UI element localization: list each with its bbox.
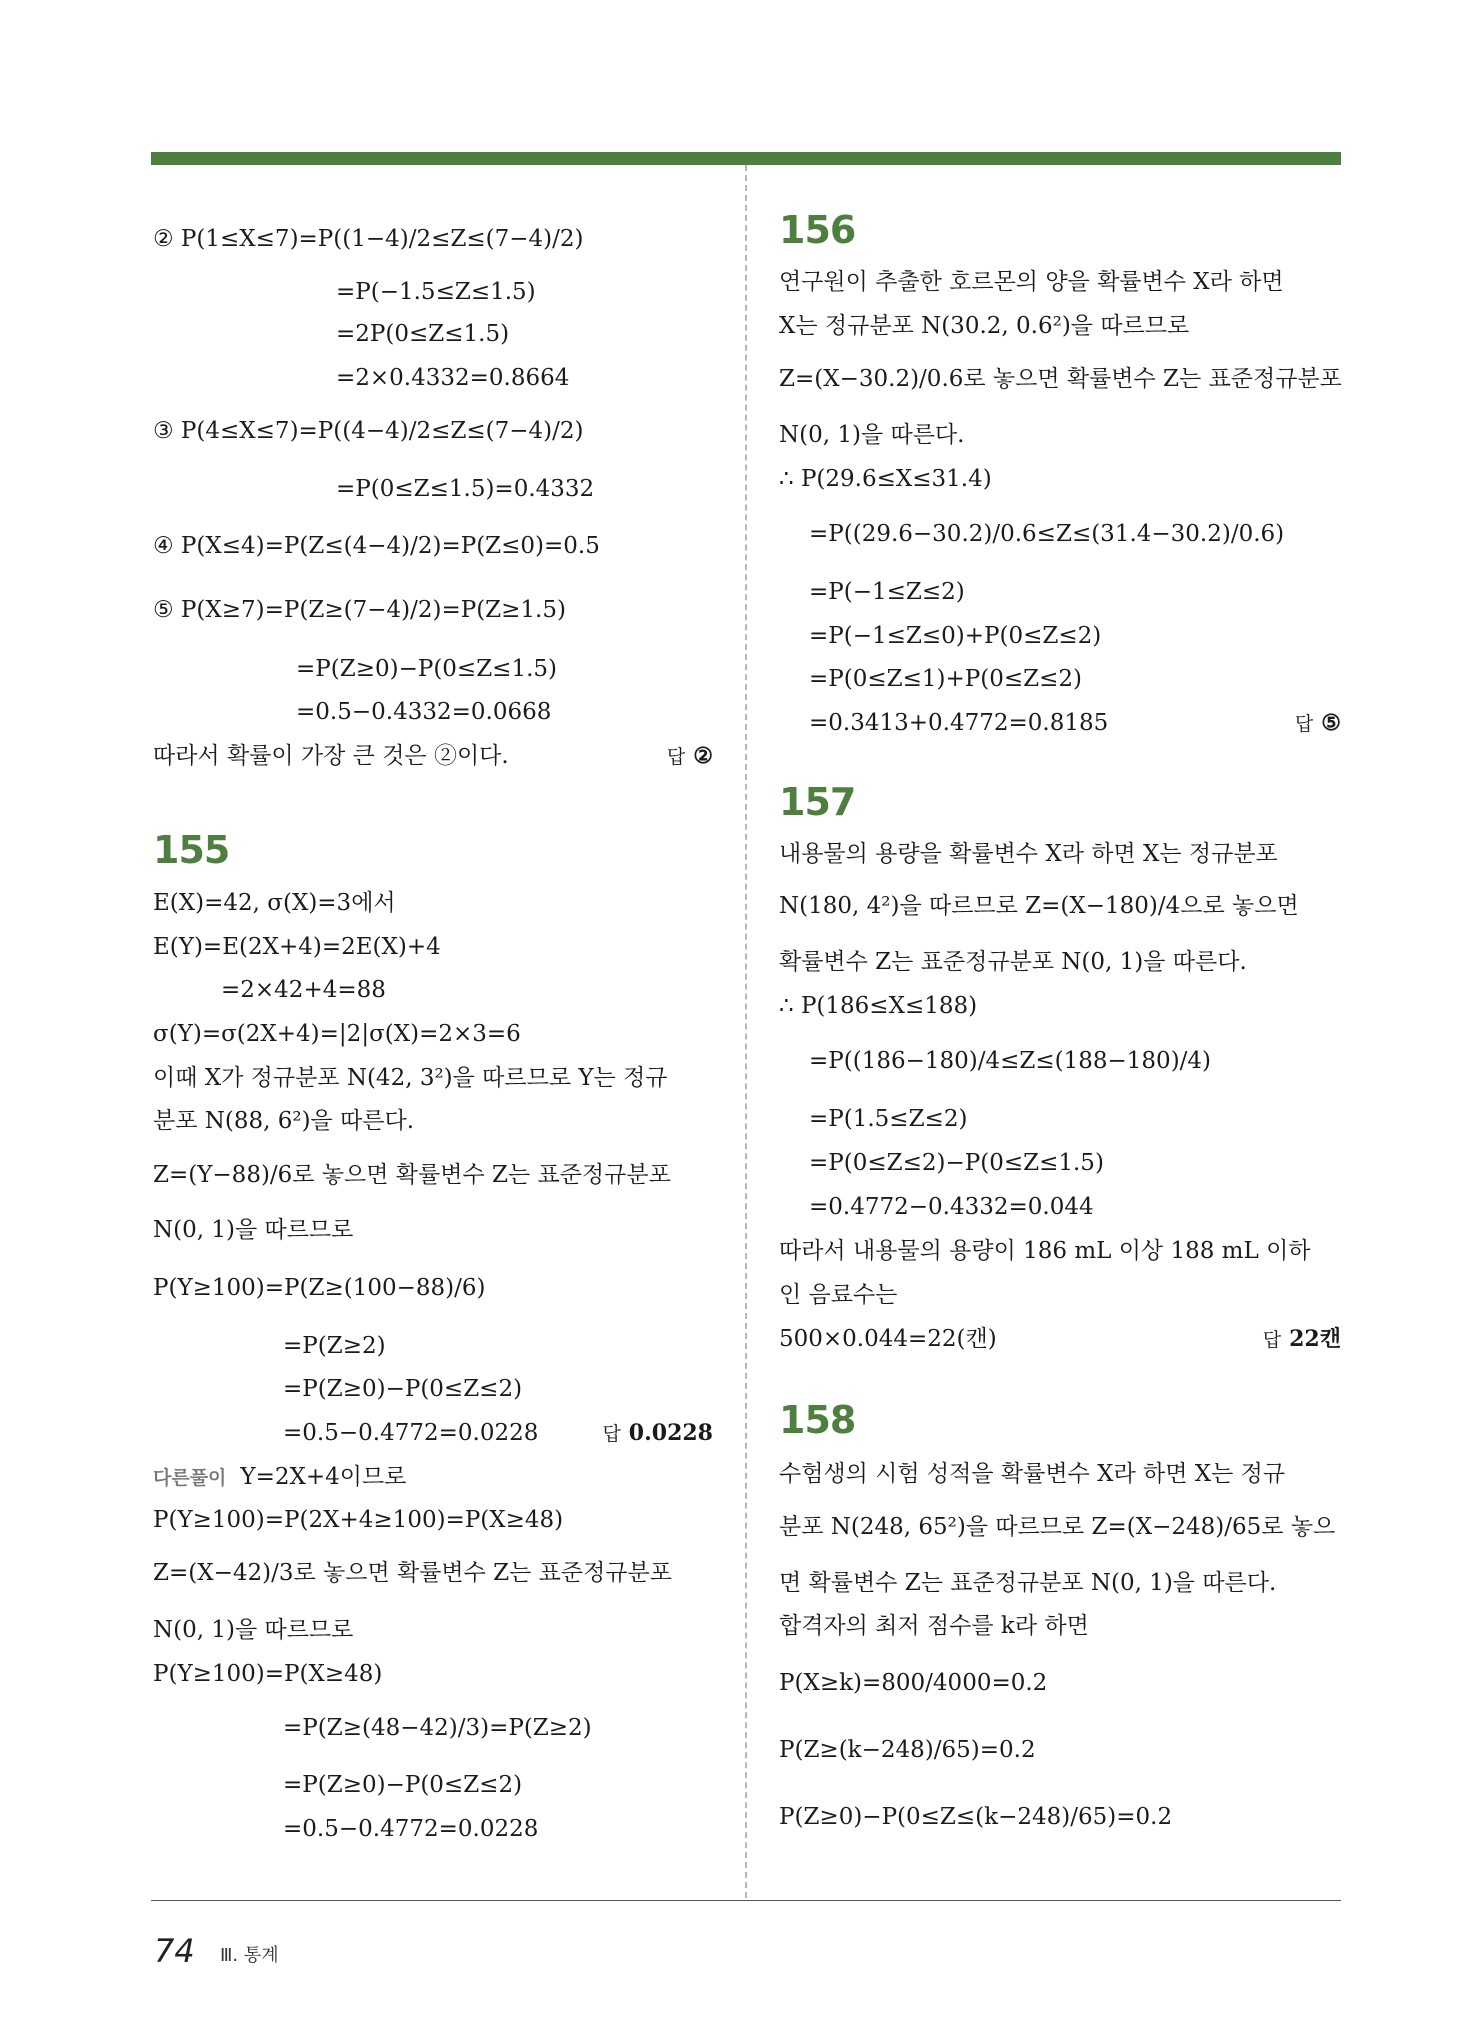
solution-line: ∴ P(29.6≤X≤31.4) [779, 466, 992, 492]
column-divider [745, 165, 747, 1898]
solution-line: P(Z≥(k−248)/65)=0.2 [779, 1737, 1036, 1763]
solution-line: =P(0≤Z≤1.5)=0.4332 [336, 476, 595, 502]
solution-line: E(Y)=E(2X+4)=2E(X)+4 [153, 934, 441, 960]
answer-value: ⑤ [1321, 710, 1341, 736]
solution-line: 분포 N(248, 65²)을 따르므로 Z=(X−248)/65로 놓으 [779, 1514, 1336, 1540]
solution-line: =P(Z≥(48−42)/3)=P(Z≥2) [283, 1715, 592, 1741]
page-number: 74 [154, 1932, 195, 1970]
solution-line: =P(Z≥0)−P(0≤Z≤1.5) [296, 656, 558, 682]
solution-line: =2P(0≤Z≤1.5) [336, 321, 510, 347]
solution-line: =P(Z≥0)−P(0≤Z≤2) [283, 1772, 523, 1798]
solution-line: 500×0.044=22(캔) [779, 1326, 997, 1352]
solution-line: Z=(Y−88)/6로 놓으면 확률변수 Z는 표준정규분포 [153, 1162, 671, 1188]
solution-line: =P(−1≤Z≤2) [809, 579, 965, 605]
solution-line: P(Y≥100)=P(X≥48) [153, 1661, 383, 1687]
solution-line: ④ P(X≤4)=P(Z≤(4−4)/2)=P(Z≤0)=0.5 [153, 533, 600, 559]
solution-line: =P(−1≤Z≤0)+P(0≤Z≤2) [809, 623, 1102, 649]
solution-line: =0.5−0.4772=0.0228 [283, 1816, 539, 1842]
answer-tag: 답 [666, 746, 686, 768]
solution-line: ∴ P(186≤X≤188) [779, 993, 978, 1019]
solution-line: ② P(1≤X≤7)=P((1−4)/2≤Z≤(7−4)/2) [153, 226, 584, 252]
footer-rule [151, 1900, 1341, 1901]
solution-line: =P(−1.5≤Z≤1.5) [336, 279, 536, 305]
solution-line: σ(Y)=σ(2X+4)=|2|σ(X)=2×3=6 [153, 1021, 521, 1047]
problem-number: 155 [153, 828, 230, 872]
answer-label [667, 741, 713, 772]
answer-label [1263, 1324, 1341, 1355]
answer-tag: 답 [1262, 1329, 1282, 1351]
answer-label [1295, 708, 1341, 739]
alt-solution-label: 다른풀이 [153, 1467, 227, 1489]
solution-line: 이때 X가 정규분포 N(42, 3²)을 따르므로 Y는 정규 [153, 1065, 668, 1091]
solution-line: =P(Z≥0)−P(0≤Z≤2) [283, 1376, 523, 1402]
solution-line: P(Y≥100)=P(Z≥(100−88)/6) [153, 1275, 486, 1301]
solution-line: 분포 N(88, 6²)을 따른다. [153, 1108, 415, 1134]
chapter-label: Ⅲ. 통계 [220, 1945, 279, 1966]
problem-number: 157 [779, 780, 856, 824]
solution-line: =P(Z≥2) [283, 1333, 386, 1359]
solution-line: =P((29.6−30.2)/0.6≤Z≤(31.4−30.2)/0.6) [809, 521, 1285, 547]
solution-line: P(X≥k)=800/4000=0.2 [779, 1670, 1048, 1696]
solution-line: 수험생의 시험 성적을 확률변수 X라 하면 X는 정규 [779, 1461, 1286, 1487]
solution-line: Z=(X−42)/3로 놓으면 확률변수 Z는 표준정규분포 [153, 1560, 672, 1586]
solution-line: =2×42+4=88 [221, 977, 386, 1003]
solution-line: N(180, 4²)을 따르므로 Z=(X−180)/4으로 놓으면 [779, 893, 1299, 919]
solution-line: 따라서 확률이 가장 큰 것은 ②이다. [153, 743, 509, 769]
answer-tag: 답 [1294, 713, 1314, 735]
problem-number: 158 [779, 1398, 856, 1442]
answer-value: 22캔 [1289, 1326, 1341, 1352]
solution-line: =P(1.5≤Z≤2) [809, 1106, 968, 1132]
solution-line: 인 음료수는 [779, 1282, 898, 1308]
solution-line: ⑤ P(X≥7)=P(Z≥(7−4)/2)=P(Z≥1.5) [153, 597, 566, 623]
solution-line: P(Y≥100)=P(2X+4≥100)=P(X≥48) [153, 1507, 564, 1533]
solution-line: X는 정규분포 N(30.2, 0.6²)을 따르므로 [779, 313, 1190, 339]
solution-line: =P(0≤Z≤1)+P(0≤Z≤2) [809, 666, 1082, 692]
solution-line: N(0, 1)을 따르므로 [153, 1217, 354, 1243]
problem-number: 156 [779, 208, 856, 252]
solution-line: ③ P(4≤X≤7)=P((4−4)/2≤Z≤(7−4)/2) [153, 418, 584, 444]
solution-line: 확률변수 Z는 표준정규분포 N(0, 1)을 따른다. [779, 949, 1247, 975]
top-green-bar [151, 152, 1341, 165]
solution-line: =0.4772−0.4332=0.044 [809, 1194, 1094, 1220]
answer-value: ② [693, 743, 713, 769]
solution-line: Y=2X+4이므로 [240, 1464, 407, 1490]
solution-line: Z=(X−30.2)/0.6로 놓으면 확률변수 Z는 표준정규분포 [779, 366, 1342, 392]
solution-line: E(X)=42, σ(X)=3에서 [153, 890, 396, 916]
solution-line: N(0, 1)을 따르므로 [153, 1617, 354, 1643]
solution-line: =0.5−0.4332=0.0668 [296, 699, 552, 725]
solution-line: 내용물의 용량을 확률변수 X라 하면 X는 정규분포 [779, 841, 1278, 867]
solution-line: =0.3413+0.4772=0.8185 [809, 710, 1109, 736]
solution-line: N(0, 1)을 따른다. [779, 422, 965, 448]
answer-value: 0.0228 [628, 1420, 713, 1446]
solution-line: 합격자의 최저 점수를 k라 하면 [779, 1613, 1089, 1639]
solution-line: 연구원이 추출한 호르몬의 양을 확률변수 X라 하면 [779, 269, 1284, 295]
answer-tag: 답 [602, 1423, 621, 1445]
solution-line: =P(0≤Z≤2)−P(0≤Z≤1.5) [809, 1150, 1104, 1176]
solution-line: =0.5−0.4772=0.0228 [283, 1420, 539, 1446]
solution-line: 따라서 내용물의 용량이 186 mL 이상 188 mL 이하 [779, 1238, 1311, 1264]
solution-line: 면 확률변수 Z는 표준정규분포 N(0, 1)을 따른다. [779, 1570, 1277, 1596]
solution-line: =2×0.4332=0.8664 [336, 365, 570, 391]
answer-label [602, 1418, 713, 1449]
alt-solution-first-line [153, 1462, 406, 1493]
solution-line: =P((186−180)/4≤Z≤(188−180)/4) [809, 1048, 1212, 1074]
solution-line: P(Z≥0)−P(0≤Z≤(k−248)/65)=0.2 [779, 1804, 1173, 1830]
